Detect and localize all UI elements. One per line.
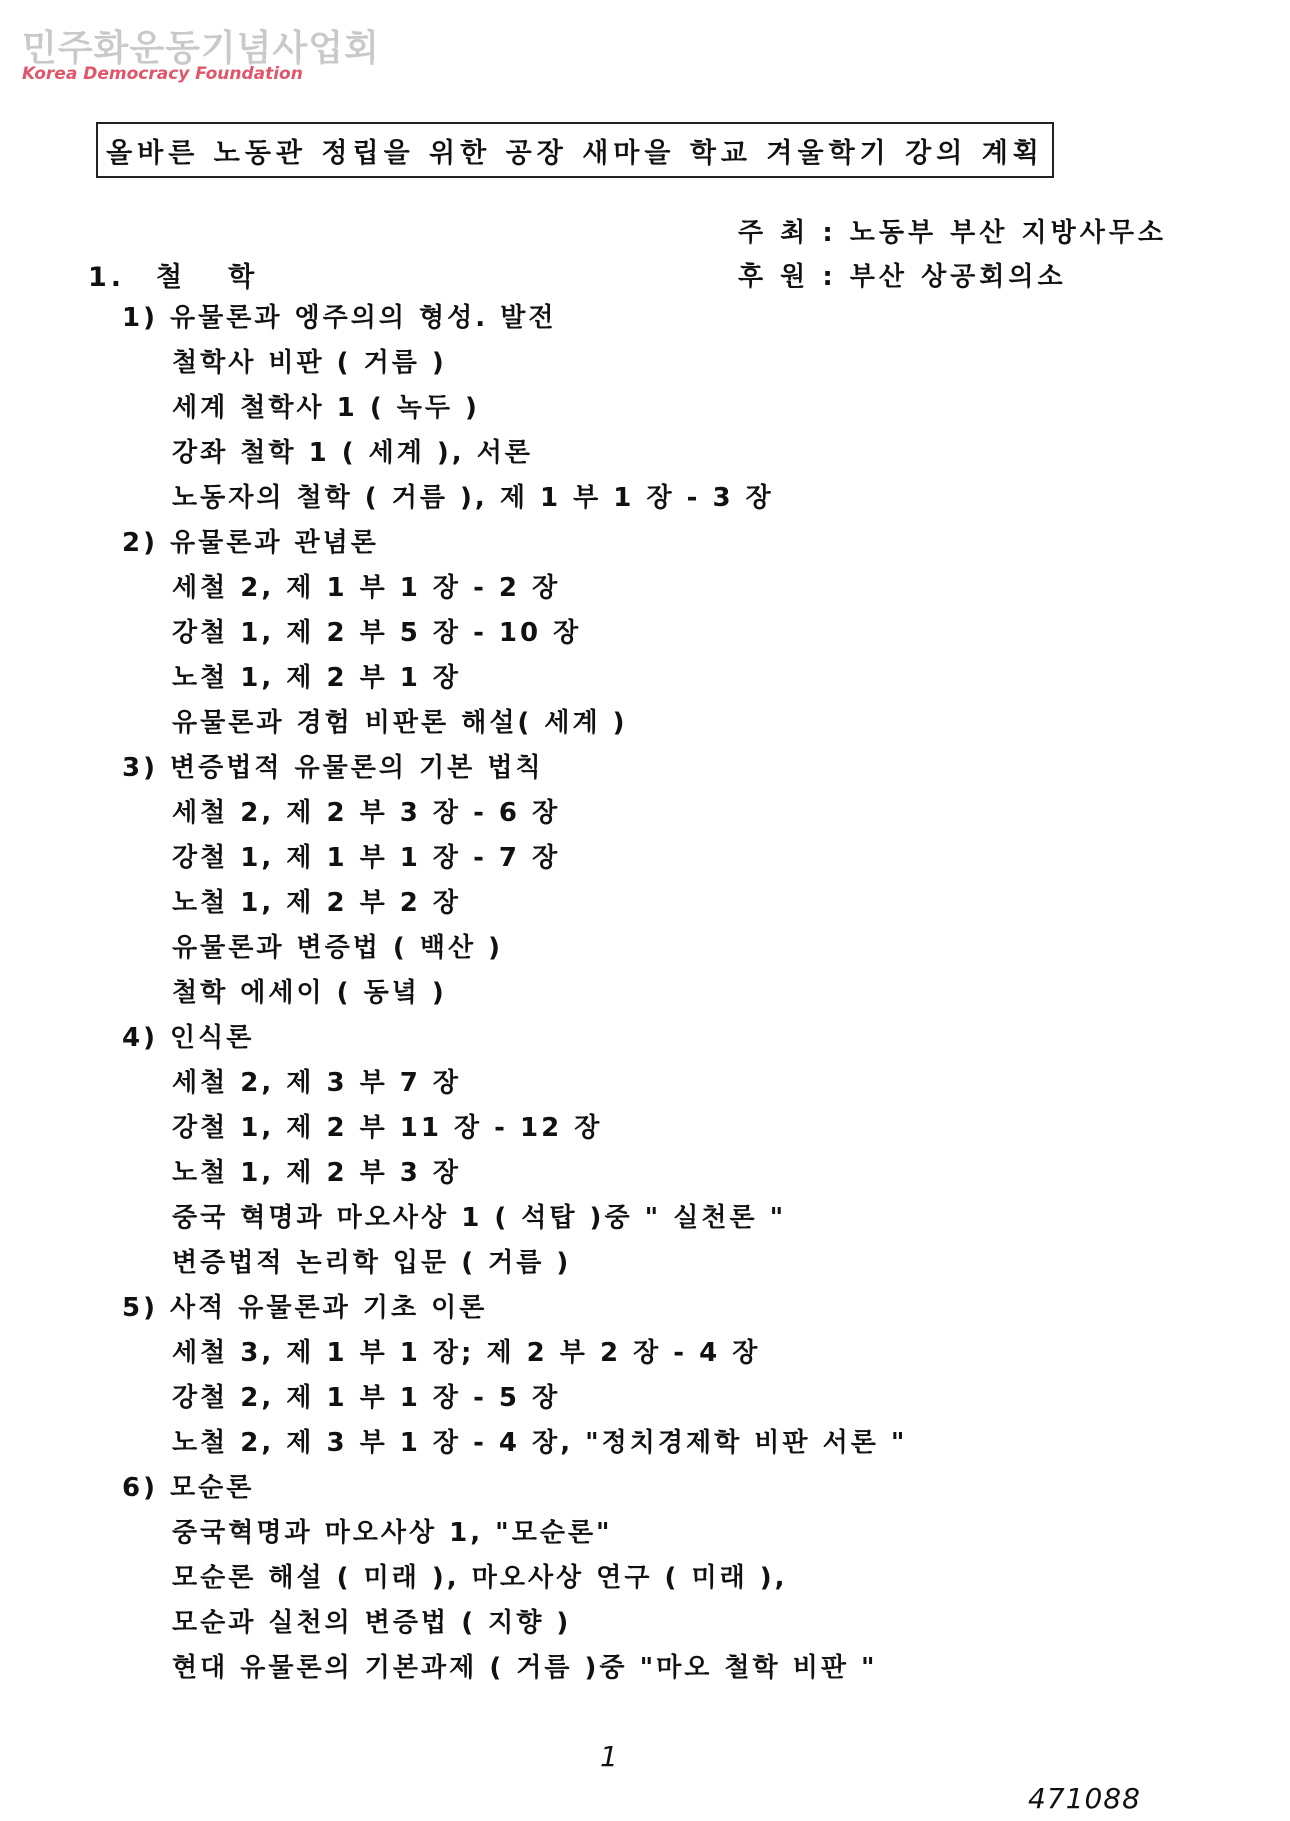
topic-heading: 3) 변증법적 유물론의 기본 법칙: [122, 753, 544, 783]
reading-reference: 노동자의 철학 ( 거름 ), 제 1 부 1 장 - 3 장: [172, 483, 774, 513]
reading-reference: 강철 2, 제 1 부 1 장 - 5 장: [172, 1383, 561, 1413]
watermark-english: Korea Democracy Foundation: [22, 64, 303, 84]
reading-reference: 세철 2, 제 1 부 1 장 - 2 장: [172, 573, 561, 603]
topic-list: [122, 296, 907, 1691]
reading-reference: 철학사 비판 ( 거름 ): [172, 348, 447, 378]
watermark-korean: 민주화운동기념사업회: [22, 28, 380, 69]
topic-heading: 4) 인식론: [122, 1023, 255, 1053]
reading-reference: 모순론 해설 ( 미래 ), 마오사상 연구 ( 미래 ),: [172, 1563, 788, 1593]
reading-reference: 변증법적 논리학 입문 ( 거름 ): [172, 1248, 572, 1278]
reading-reference: 노철 2, 제 3 부 1 장 - 4 장, "정치경제학 비판 서론 ": [172, 1428, 908, 1458]
document-title-text: 올바른 노동관 정립을 위한 공장 새마을 학교 겨울학기 강의 계획: [106, 137, 1044, 169]
reading-reference: 모순과 실천의 변증법 ( 지향 ): [172, 1608, 572, 1638]
reading-reference: 강철 1, 제 1 부 1 장 - 7 장: [172, 843, 561, 873]
reading-reference: 중국혁명과 마오사상 1, "모순론": [172, 1518, 613, 1548]
reading-reference: 중국 혁명과 마오사상 1 ( 석탑 )중 " 실천론 ": [172, 1203, 787, 1233]
reading-reference: 강철 1, 제 2 부 11 장 - 12 장: [172, 1113, 603, 1143]
reading-reference: 노철 1, 제 2 부 3 장: [172, 1158, 462, 1188]
page-number: 1: [600, 1740, 618, 1773]
topic-heading: 6) 모순론: [122, 1473, 255, 1503]
topic-heading: 5) 사적 유물론과 기초 이론: [122, 1293, 488, 1323]
reading-reference: 노철 1, 제 2 부 2 장: [172, 888, 462, 918]
reading-reference: 세철 2, 제 2 부 3 장 - 6 장: [172, 798, 561, 828]
sponsor-organizer: 주 최 : 노동부 부산 지방사무소: [738, 218, 1168, 248]
section-number: 1.: [88, 262, 126, 293]
topic-heading: 1) 유물론과 엥주의의 형성. 발전: [122, 303, 557, 333]
reading-reference: 세철 3, 제 1 부 1 장; 제 2 부 2 장 - 4 장: [172, 1338, 761, 1368]
document-title: [96, 122, 1054, 178]
reading-reference: 철학 에세이 ( 동녘 ): [172, 978, 447, 1008]
sponsor-supporter: 후 원 : 부산 상공회의소: [738, 262, 1067, 292]
topic-heading: 2) 유물론과 관념론: [122, 528, 379, 558]
section-label: 철학: [156, 262, 301, 293]
reading-reference: 강좌 철학 1 ( 세계 ), 서론: [172, 438, 533, 468]
reading-reference: 유물론과 변증법 ( 백산 ): [172, 933, 504, 963]
reading-reference: 강철 1, 제 2 부 5 장 - 10 장: [172, 618, 582, 648]
reading-reference: 세철 2, 제 3 부 7 장: [172, 1068, 462, 1098]
archive-stamp-number: 471088: [1028, 1782, 1141, 1815]
reading-reference: 현대 유물론의 기본과제 ( 거름 )중 "마오 철학 비판 ": [172, 1653, 878, 1683]
reading-reference: 유물론과 경험 비판론 해설( 세계 ): [172, 708, 628, 738]
reading-reference: 노철 1, 제 2 부 1 장: [172, 663, 462, 693]
section-heading: [88, 255, 300, 294]
reading-reference: 세계 철학사 1 ( 녹두 ): [172, 393, 480, 423]
